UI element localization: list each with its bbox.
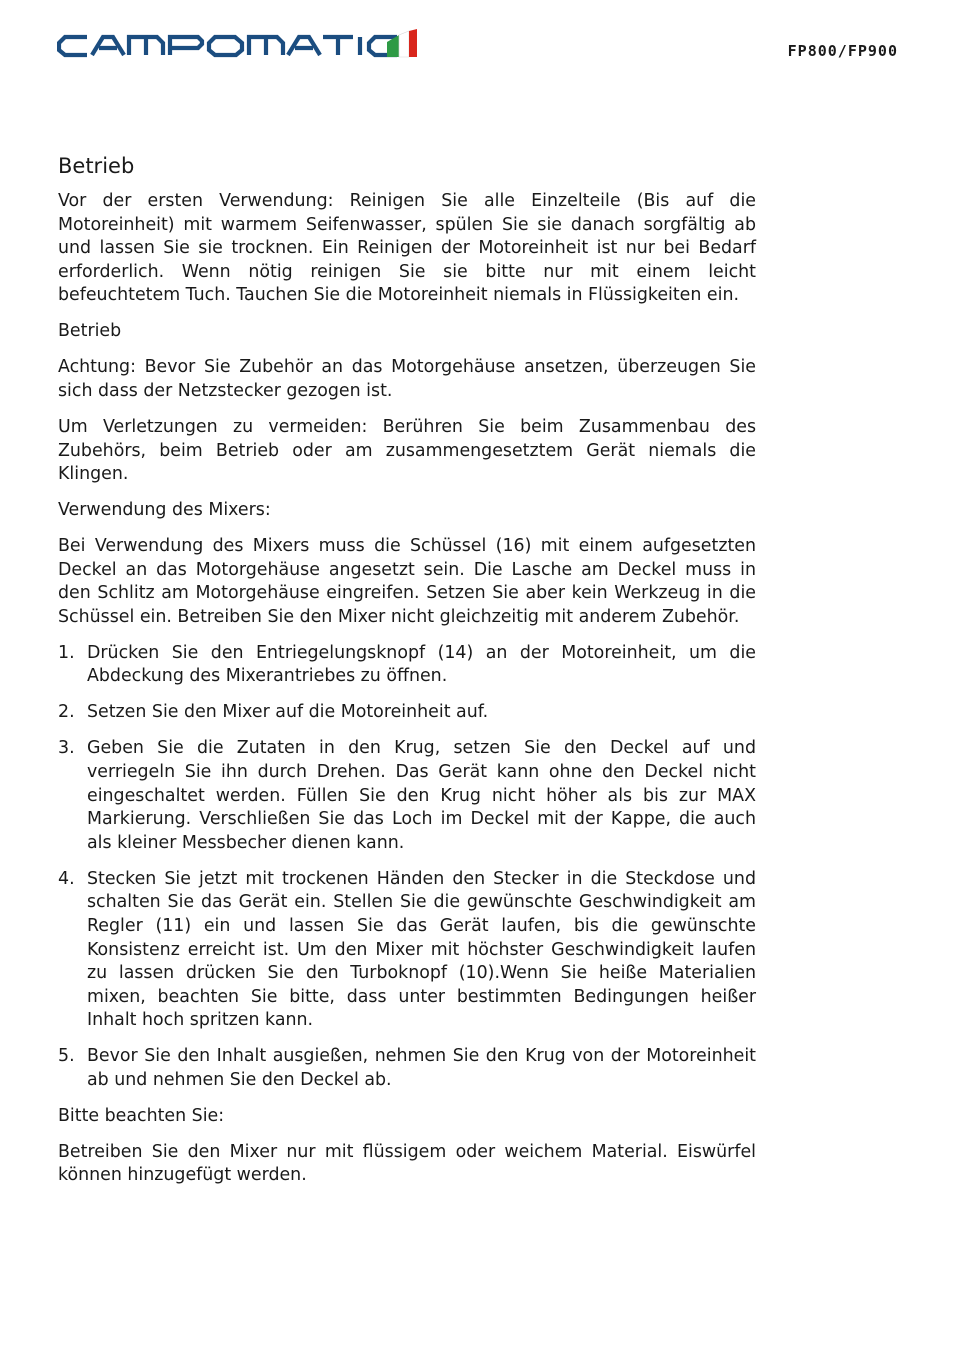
step-number: 1. bbox=[58, 642, 75, 663]
step-number: 3. bbox=[58, 738, 75, 759]
mixer-paragraph: Bei Verwendung des Mixers muss die Schüssel (16) mit einem aufgesetzten Deckel an das Motorgehäuse angesetzt sein. Die Lasche am Deckel muss in den Schlitz am Motorgehäuse eingreifen. Setzen Sie aber kein Werkzeug in die Schüssel ein. Betreiben Sie den Mixer nicht gleichzeitig mit anderem Zubehör. bbox=[58, 536, 756, 627]
intro-paragraph: Vor der ersten Verwendung: Reinigen Sie alle Einzelteile (Bis auf die Motoreinheit) mit warmem Seifenwasser, spülen Sie sie danach sorgfältig ab und lassen Sie sie trocknen. Ein Reinigen der Motoreinheit ist nur bei Bedarf erforderlich. Wenn nötig reinigen Sie sie bitte nur mit einem leicht befeuchtetem Tuch. Tauchen Sie die Motoreinheit niemals in Flüssigkeiten ein. bbox=[58, 191, 756, 306]
note-paragraph: Betreiben Sie den Mixer nur mit flüssigem oder weichem Material. Eiswürfel können hinzugefügt werden. bbox=[58, 1141, 756, 1186]
italian-flag-icon bbox=[387, 29, 417, 57]
step-number: 4. bbox=[58, 868, 75, 889]
caution-paragraph: Achtung: Bevor Sie Zubehör an das Motorgehäuse ansetzen, überzeugen Sie sich dass der Netzstecker gezogen ist. bbox=[58, 357, 756, 401]
step-text: Stecken Sie jetzt mit trockenen Händen den Stecker in die Steckdose und schalten Sie das Gerät ein. Stellen Sie die gewünschte Geschwindigkeit am Regler (11) ein und lassen Sie das Gerät laufen, bis die gewünschte Konsistenz erreicht ist. Um den Mixer mit höchster Geschwindigkeit laufen zu lassen drücken Sie den Turboknopf (10).Wenn Sie heiße Materialien mixen, beachten Sie bitte, dass unter bestimmten Bedingungen heißer Inhalt hoch spritzen kann. bbox=[87, 868, 756, 1031]
list-item bbox=[58, 868, 756, 1033]
steps-list bbox=[58, 642, 756, 1093]
brand-logo-graphic bbox=[57, 29, 419, 59]
list-item bbox=[58, 1045, 756, 1092]
section-title: Betrieb bbox=[58, 154, 135, 178]
note-heading: Bitte beachten Sie: bbox=[58, 1105, 225, 1126]
step-number: 5. bbox=[58, 1046, 75, 1067]
model-number: FP800/FP900 bbox=[787, 42, 898, 60]
mixer-heading: Verwendung des Mixers: bbox=[58, 500, 271, 521]
list-item bbox=[58, 701, 756, 725]
list-item bbox=[58, 737, 756, 855]
step-text: Geben Sie die Zutaten in den Krug, setzen Sie den Deckel auf und verriegeln Sie ihn durch Drehen. Das Gerät kann ohne den Deckel nicht eingeschaltet werden. Füllen Sie den Krug nicht höher als bis zur MAX Markierung. Verschließen Sie das Loch im Deckel mit der Kappe, die auch als kleiner Messbecher dienen kann. bbox=[87, 738, 756, 853]
subheading: Betrieb bbox=[58, 321, 122, 342]
step-text: Setzen Sie den Mixer auf die Motoreinheit auf. bbox=[87, 702, 489, 723]
step-number: 2. bbox=[58, 702, 75, 723]
list-item bbox=[58, 642, 756, 689]
page-header bbox=[0, 0, 954, 90]
step-text: Drücken Sie den Entriegelungsknopf (14) an der Motoreinheit, um die Abdeckung des Mixerantriebes zu öffnen. bbox=[87, 642, 756, 687]
step-text: Bevor Sie den Inhalt ausgießen, nehmen Sie den Krug von der Motoreinheit ab und nehmen Sie den Deckel ab. bbox=[87, 1046, 756, 1090]
injury-warning-paragraph: Um Verletzungen zu vermeiden: Berühren Sie beim Zusammenbau des Zubehörs, beim Betrieb oder am zusammengesetztem Gerät niemals die Klingen. bbox=[58, 416, 756, 485]
brand-logo bbox=[57, 29, 419, 59]
document-body bbox=[58, 152, 756, 1200]
